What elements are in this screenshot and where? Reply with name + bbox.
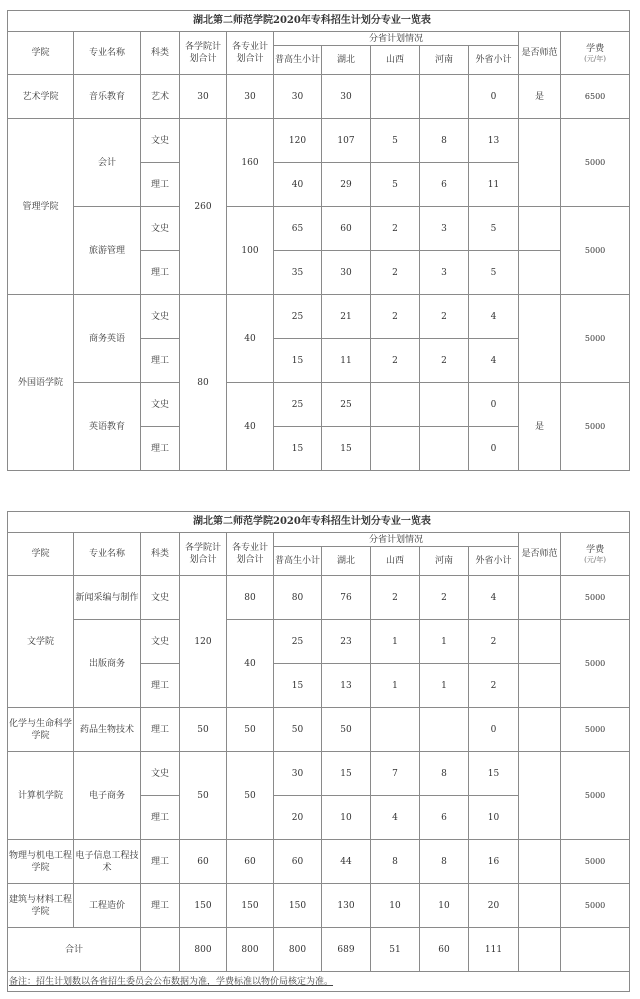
header-major-total: 各专业计划合计 xyxy=(227,533,274,576)
category-cell: 文史 xyxy=(141,119,180,163)
enrollment-table-1 xyxy=(7,10,630,471)
header-shanxi: 山西 xyxy=(371,46,420,75)
header-major-total: 各专业计划合计 xyxy=(227,32,274,75)
fee-cell: 5000 xyxy=(561,207,630,295)
header-other-subtotal: 外省小计 xyxy=(469,46,519,75)
hubei-cell: 15 xyxy=(322,427,371,471)
general-cell: 30 xyxy=(274,75,322,119)
general-cell: 800 xyxy=(274,928,322,972)
category-cell: 文史 xyxy=(141,752,180,796)
shanxi-cell: 1 xyxy=(371,620,420,664)
henan-cell: 60 xyxy=(420,928,469,972)
is-normal-cell xyxy=(519,295,561,383)
fee-cell xyxy=(561,928,630,972)
major-cell: 电子商务 xyxy=(74,752,141,840)
other-cell: 11 xyxy=(469,163,519,207)
major-cell: 电子信息工程技术 xyxy=(74,840,141,884)
general-cell: 15 xyxy=(274,664,322,708)
category-cell: 文史 xyxy=(141,295,180,339)
hubei-cell: 25 xyxy=(322,383,371,427)
header-major: 专业名称 xyxy=(74,533,141,576)
general-cell: 80 xyxy=(274,576,322,620)
hubei-cell: 30 xyxy=(322,75,371,119)
henan-cell xyxy=(420,383,469,427)
is-normal-cell xyxy=(519,251,561,295)
major-total-cell: 40 xyxy=(227,383,274,471)
major-total-cell: 40 xyxy=(227,620,274,708)
general-cell: 25 xyxy=(274,295,322,339)
is-normal-cell: 是 xyxy=(519,383,561,471)
other-cell: 16 xyxy=(469,840,519,884)
hubei-cell: 50 xyxy=(322,708,371,752)
general-cell: 25 xyxy=(274,620,322,664)
major-total-cell: 40 xyxy=(227,295,274,383)
other-cell: 5 xyxy=(469,207,519,251)
shanxi-cell: 2 xyxy=(371,251,420,295)
is-normal-cell xyxy=(519,884,561,928)
category-cell: 理工 xyxy=(141,163,180,207)
header-other-subtotal: 外省小计 xyxy=(469,547,519,576)
shanxi-cell: 1 xyxy=(371,664,420,708)
enrollment-table-2 xyxy=(7,511,630,992)
henan-cell: 2 xyxy=(420,295,469,339)
table-title: 湖北第二师范学院2020年专科招生计划分专业一览表 xyxy=(8,11,630,32)
hubei-cell: 10 xyxy=(322,796,371,840)
henan-cell xyxy=(420,427,469,471)
general-cell: 120 xyxy=(274,119,322,163)
general-cell: 25 xyxy=(274,383,322,427)
header-college: 学院 xyxy=(8,32,74,75)
other-cell: 111 xyxy=(469,928,519,972)
is-normal-cell xyxy=(519,708,561,752)
college-total-cell: 60 xyxy=(180,840,227,884)
total-label: 合计 xyxy=(8,928,141,972)
henan-cell: 1 xyxy=(420,664,469,708)
table-row xyxy=(8,207,630,251)
major-total-cell: 100 xyxy=(227,207,274,295)
header-college-total: 各学院计划合计 xyxy=(180,533,227,576)
fee-cell: 5000 xyxy=(561,884,630,928)
total-row xyxy=(8,928,630,972)
major-total-cell: 60 xyxy=(227,840,274,884)
table-row xyxy=(8,295,630,339)
shanxi-cell xyxy=(371,383,420,427)
other-cell: 2 xyxy=(469,664,519,708)
category-cell: 理工 xyxy=(141,664,180,708)
header-fee xyxy=(561,32,630,75)
shanxi-cell: 7 xyxy=(371,752,420,796)
category-cell: 文史 xyxy=(141,620,180,664)
general-cell: 30 xyxy=(274,752,322,796)
header-henan: 河南 xyxy=(420,46,469,75)
header-province-group: 分省计划情况 xyxy=(274,533,519,547)
is-normal-cell xyxy=(519,207,561,251)
hubei-cell: 15 xyxy=(322,752,371,796)
category-cell: 文史 xyxy=(141,576,180,620)
other-cell: 20 xyxy=(469,884,519,928)
table-row xyxy=(8,75,630,119)
is-normal-cell xyxy=(519,928,561,972)
college-cell: 管理学院 xyxy=(8,119,74,295)
category-cell: 文史 xyxy=(141,207,180,251)
hubei-cell: 76 xyxy=(322,576,371,620)
fee-cell: 5000 xyxy=(561,620,630,708)
major-total-cell: 80 xyxy=(227,576,274,620)
major-total-cell: 160 xyxy=(227,119,274,207)
other-cell: 5 xyxy=(469,251,519,295)
fee-label: 学费 xyxy=(586,43,605,54)
college-cell: 物理与机电工程学院 xyxy=(8,840,74,884)
category-cell: 理工 xyxy=(141,796,180,840)
header-hubei: 湖北 xyxy=(322,46,371,75)
is-normal-cell: 是 xyxy=(519,75,561,119)
category-cell: 艺术 xyxy=(141,75,180,119)
is-normal-cell xyxy=(519,576,561,620)
other-cell: 0 xyxy=(469,427,519,471)
header-hubei: 湖北 xyxy=(322,547,371,576)
table-row xyxy=(8,119,630,163)
shanxi-cell: 2 xyxy=(371,576,420,620)
is-normal-cell xyxy=(519,840,561,884)
category-cell: 理工 xyxy=(141,884,180,928)
henan-cell xyxy=(420,708,469,752)
shanxi-cell: 2 xyxy=(371,339,420,383)
header-is-normal: 是否师范 xyxy=(519,32,561,75)
henan-cell: 10 xyxy=(420,884,469,928)
is-normal-cell xyxy=(519,664,561,708)
henan-cell: 2 xyxy=(420,576,469,620)
college-total-cell: 150 xyxy=(180,884,227,928)
hubei-cell: 11 xyxy=(322,339,371,383)
category-cell: 理工 xyxy=(141,840,180,884)
major-total-cell: 50 xyxy=(227,708,274,752)
fee-cell: 5000 xyxy=(561,119,630,207)
header-henan: 河南 xyxy=(420,547,469,576)
hubei-cell: 689 xyxy=(322,928,371,972)
shanxi-cell: 8 xyxy=(371,840,420,884)
category-cell: 文史 xyxy=(141,383,180,427)
hubei-cell: 130 xyxy=(322,884,371,928)
college-total-cell: 260 xyxy=(180,119,227,295)
major-total-cell: 150 xyxy=(227,884,274,928)
header-province-group: 分省计划情况 xyxy=(274,32,519,46)
other-cell: 0 xyxy=(469,383,519,427)
major-cell: 药品生物技术 xyxy=(74,708,141,752)
table-row xyxy=(8,752,630,796)
henan-cell: 8 xyxy=(420,840,469,884)
college-cell: 文学院 xyxy=(8,576,74,708)
general-cell: 150 xyxy=(274,884,322,928)
table-row xyxy=(8,840,630,884)
hubei-cell: 29 xyxy=(322,163,371,207)
henan-cell: 6 xyxy=(420,163,469,207)
header-major: 专业名称 xyxy=(74,32,141,75)
fee-cell: 5000 xyxy=(561,383,630,471)
other-cell: 2 xyxy=(469,620,519,664)
shanxi-cell xyxy=(371,427,420,471)
fee-cell: 5000 xyxy=(561,295,630,383)
category-cell xyxy=(141,928,180,972)
header-category: 科类 xyxy=(141,32,180,75)
is-normal-cell xyxy=(519,752,561,840)
college-total-cell: 50 xyxy=(180,752,227,840)
category-cell: 理工 xyxy=(141,251,180,295)
general-cell: 40 xyxy=(274,163,322,207)
fee-cell: 5000 xyxy=(561,576,630,620)
shanxi-cell: 2 xyxy=(371,295,420,339)
major-cell: 工程造价 xyxy=(74,884,141,928)
other-cell: 4 xyxy=(469,295,519,339)
general-cell: 50 xyxy=(274,708,322,752)
category-cell: 理工 xyxy=(141,427,180,471)
college-cell: 艺术学院 xyxy=(8,75,74,119)
general-cell: 15 xyxy=(274,339,322,383)
college-cell: 化学与生命科学学院 xyxy=(8,708,74,752)
general-cell: 20 xyxy=(274,796,322,840)
shanxi-cell: 4 xyxy=(371,796,420,840)
is-normal-cell xyxy=(519,119,561,207)
major-cell: 商务英语 xyxy=(74,295,141,383)
table-row xyxy=(8,576,630,620)
major-cell: 新闻采编与制作 xyxy=(74,576,141,620)
major-cell: 出版商务 xyxy=(74,620,141,708)
hubei-cell: 23 xyxy=(322,620,371,664)
henan-cell: 8 xyxy=(420,752,469,796)
table-title: 湖北第二师范学院2020年专科招生计划分专业一览表 xyxy=(8,512,630,533)
header-category: 科类 xyxy=(141,533,180,576)
header-college-total: 各学院计划合计 xyxy=(180,32,227,75)
fee-label: 学费 xyxy=(586,544,605,555)
hubei-cell: 13 xyxy=(322,664,371,708)
fee-cell: 5000 xyxy=(561,840,630,884)
general-cell: 15 xyxy=(274,427,322,471)
college-total-cell: 30 xyxy=(180,75,227,119)
fee-unit: (元/年) xyxy=(584,54,606,63)
header-is-normal: 是否师范 xyxy=(519,533,561,576)
category-cell: 理工 xyxy=(141,708,180,752)
general-cell: 65 xyxy=(274,207,322,251)
major-cell: 旅游管理 xyxy=(74,207,141,295)
college-total-cell: 120 xyxy=(180,576,227,708)
college-cell: 建筑与材料工程学院 xyxy=(8,884,74,928)
shanxi-cell: 51 xyxy=(371,928,420,972)
major-total-cell: 800 xyxy=(227,928,274,972)
other-cell: 0 xyxy=(469,708,519,752)
college-total-cell: 800 xyxy=(180,928,227,972)
general-cell: 60 xyxy=(274,840,322,884)
header-general-subtotal: 普高生小计 xyxy=(274,547,322,576)
table-row xyxy=(8,884,630,928)
fee-unit: (元/年) xyxy=(584,555,606,564)
header-general-subtotal: 普高生小计 xyxy=(274,46,322,75)
is-normal-cell xyxy=(519,620,561,664)
major-total-cell: 50 xyxy=(227,752,274,840)
table-row xyxy=(8,383,630,427)
footnote: 备注：招生计划数以各省招生委员会公布数据为准，学费标准以物价局核定为准。 xyxy=(8,972,630,992)
fee-cell: 6500 xyxy=(561,75,630,119)
shanxi-cell: 2 xyxy=(371,207,420,251)
college-cell: 外国语学院 xyxy=(8,295,74,471)
henan-cell: 8 xyxy=(420,119,469,163)
other-cell: 4 xyxy=(469,339,519,383)
henan-cell: 2 xyxy=(420,339,469,383)
hubei-cell: 44 xyxy=(322,840,371,884)
college-cell: 计算机学院 xyxy=(8,752,74,840)
table-row xyxy=(8,620,630,664)
major-cell: 英语教育 xyxy=(74,383,141,471)
major-cell: 会计 xyxy=(74,119,141,207)
other-cell: 15 xyxy=(469,752,519,796)
fee-cell: 5000 xyxy=(561,752,630,840)
major-cell: 音乐教育 xyxy=(74,75,141,119)
college-total-cell: 80 xyxy=(180,295,227,471)
college-total-cell: 50 xyxy=(180,708,227,752)
other-cell: 10 xyxy=(469,796,519,840)
henan-cell xyxy=(420,75,469,119)
hubei-cell: 60 xyxy=(322,207,371,251)
other-cell: 4 xyxy=(469,576,519,620)
header-fee xyxy=(561,533,630,576)
category-cell: 理工 xyxy=(141,339,180,383)
other-cell: 0 xyxy=(469,75,519,119)
shanxi-cell xyxy=(371,708,420,752)
henan-cell: 3 xyxy=(420,251,469,295)
henan-cell: 6 xyxy=(420,796,469,840)
henan-cell: 1 xyxy=(420,620,469,664)
fee-cell: 5000 xyxy=(561,708,630,752)
shanxi-cell xyxy=(371,75,420,119)
table-row xyxy=(8,708,630,752)
general-cell: 35 xyxy=(274,251,322,295)
hubei-cell: 21 xyxy=(322,295,371,339)
other-cell: 13 xyxy=(469,119,519,163)
header-college: 学院 xyxy=(8,533,74,576)
henan-cell: 3 xyxy=(420,207,469,251)
shanxi-cell: 5 xyxy=(371,163,420,207)
major-total-cell: 30 xyxy=(227,75,274,119)
hubei-cell: 30 xyxy=(322,251,371,295)
hubei-cell: 107 xyxy=(322,119,371,163)
shanxi-cell: 5 xyxy=(371,119,420,163)
shanxi-cell: 10 xyxy=(371,884,420,928)
header-shanxi: 山西 xyxy=(371,547,420,576)
